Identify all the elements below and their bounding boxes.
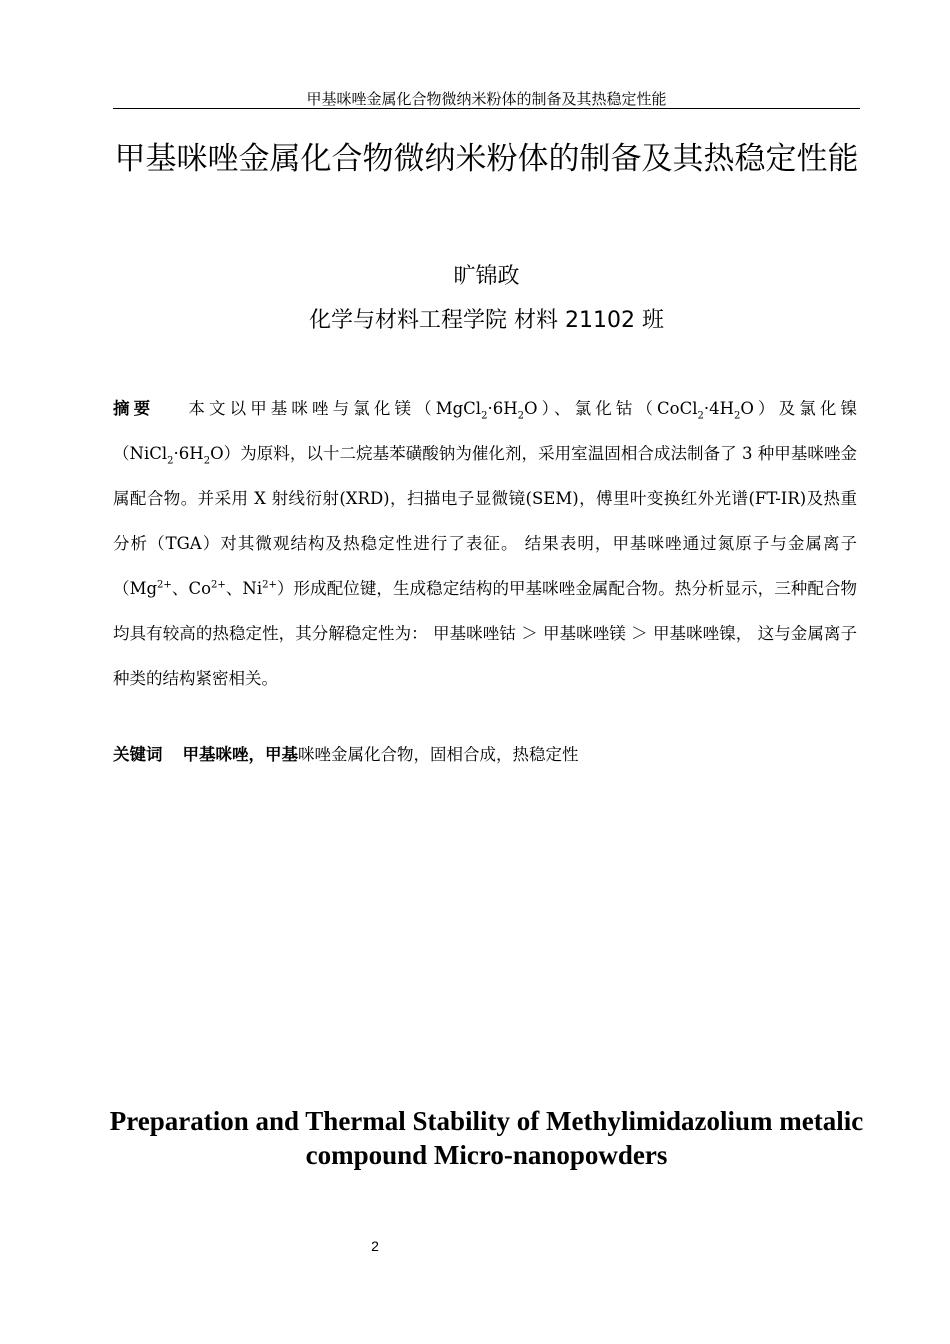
subscript: 2 xyxy=(734,410,741,422)
abstract-text-5: O）及氯化镍（NiCl xyxy=(113,399,858,463)
superscript: 2+ xyxy=(157,579,172,591)
abstract-text-6: ·6H xyxy=(173,444,204,463)
abstract-text-2: ·6H xyxy=(487,399,518,418)
header-rule xyxy=(113,108,860,109)
author-affiliation: 化学与材料工程学院 材料 21102 班 xyxy=(309,308,664,333)
page-number: 2 xyxy=(371,1238,379,1254)
abstract-text-10: ）形成配位键，生成稳定结构的甲基咪唑金属配合物。热分析显示，三种配合物均具有较高的热稳定性，其分解稳定性为： 甲基咪唑钴 ＞ 甲基咪唑镁 ＞ 甲基咪唑镍， 这与金属离子种类的结构紧密相关。 xyxy=(113,579,858,688)
abstract-paragraph xyxy=(113,386,857,701)
subscript: 2 xyxy=(203,455,211,467)
subscript: 2 xyxy=(167,455,174,467)
keywords-label: 关键词 xyxy=(113,745,163,764)
abstract-text-3: O）、氯化钴（CoCl xyxy=(523,399,698,418)
keywords-text: 咪唑金属化合物，固相合成，热稳定性 xyxy=(298,745,579,764)
superscript: 2+ xyxy=(262,579,277,591)
chinese-title: 甲基咪唑金属化合物微纳米粉体的制备及其热稳定性能 xyxy=(114,141,859,177)
abstract-text-4: ·4H xyxy=(703,399,735,418)
subscript: 2 xyxy=(517,410,524,422)
abstract-text-7: O）为原料，以十二烷基苯磺酸钠为催化剂，采用室温固相合成法制备了 3 种甲基咪唑金属配合物。并采用 X 射线衍射(XRD)，扫描电子显微镜(SEM)，傅里叶变换红外光谱(FT-IR)及热重分析（TGA）对其微观结构及热稳定性进行了表征。 结果表明，甲基咪唑通过氮原子与金属离子（Mg xyxy=(113,444,857,598)
abstract-text-8: 、Co xyxy=(171,579,212,598)
subscript: 2 xyxy=(697,410,704,422)
running-header: 甲基咪唑金属化合物微纳米粉体的制备及其热稳定性能 xyxy=(306,90,667,108)
abstract-text-1: 本文以甲基咪唑与氯化镁（MgCl xyxy=(184,399,482,418)
keywords-bold: 甲基咪唑，甲基 xyxy=(182,745,298,764)
superscript: 2+ xyxy=(211,579,226,591)
english-title: Preparation and Thermal Stability of Methylimidazolium metalic compound Micro-nanopowders xyxy=(109,1106,864,1170)
author-name: 旷锦政 xyxy=(453,264,520,289)
keywords-line xyxy=(113,740,857,770)
subscript: 2 xyxy=(481,410,488,422)
abstract-label: 摘要 xyxy=(113,399,155,418)
abstract-text-9: 、Ni xyxy=(225,579,263,598)
